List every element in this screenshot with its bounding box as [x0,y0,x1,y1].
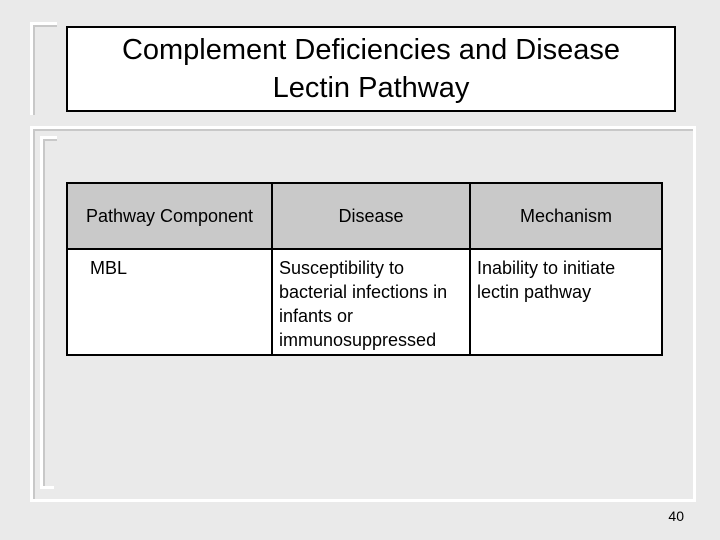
column-header-pathway-component: Pathway Component [67,183,272,249]
decorative-frame-top [30,22,57,115]
decorative-frame-inner [40,136,57,489]
title-line-1: Complement Deficiencies and Disease [121,34,621,66]
title-line-2: Lectin Pathway [272,72,470,104]
slide-title [66,26,676,112]
cell-disease: Susceptibility to bacterial infections in infants or immunosuppressed [272,249,470,355]
table-row [67,249,662,355]
table-header-row [67,183,662,249]
decorative-frame-inner-bottom [40,482,54,489]
column-header-disease: Disease [272,183,470,249]
cell-mechanism: Inability to initiate lectin pathway [470,249,662,355]
page-number: 40 [668,508,684,524]
column-header-mechanism: Mechanism [470,183,662,249]
deficiency-table [66,182,663,356]
cell-pathway-component: MBL [67,249,272,355]
